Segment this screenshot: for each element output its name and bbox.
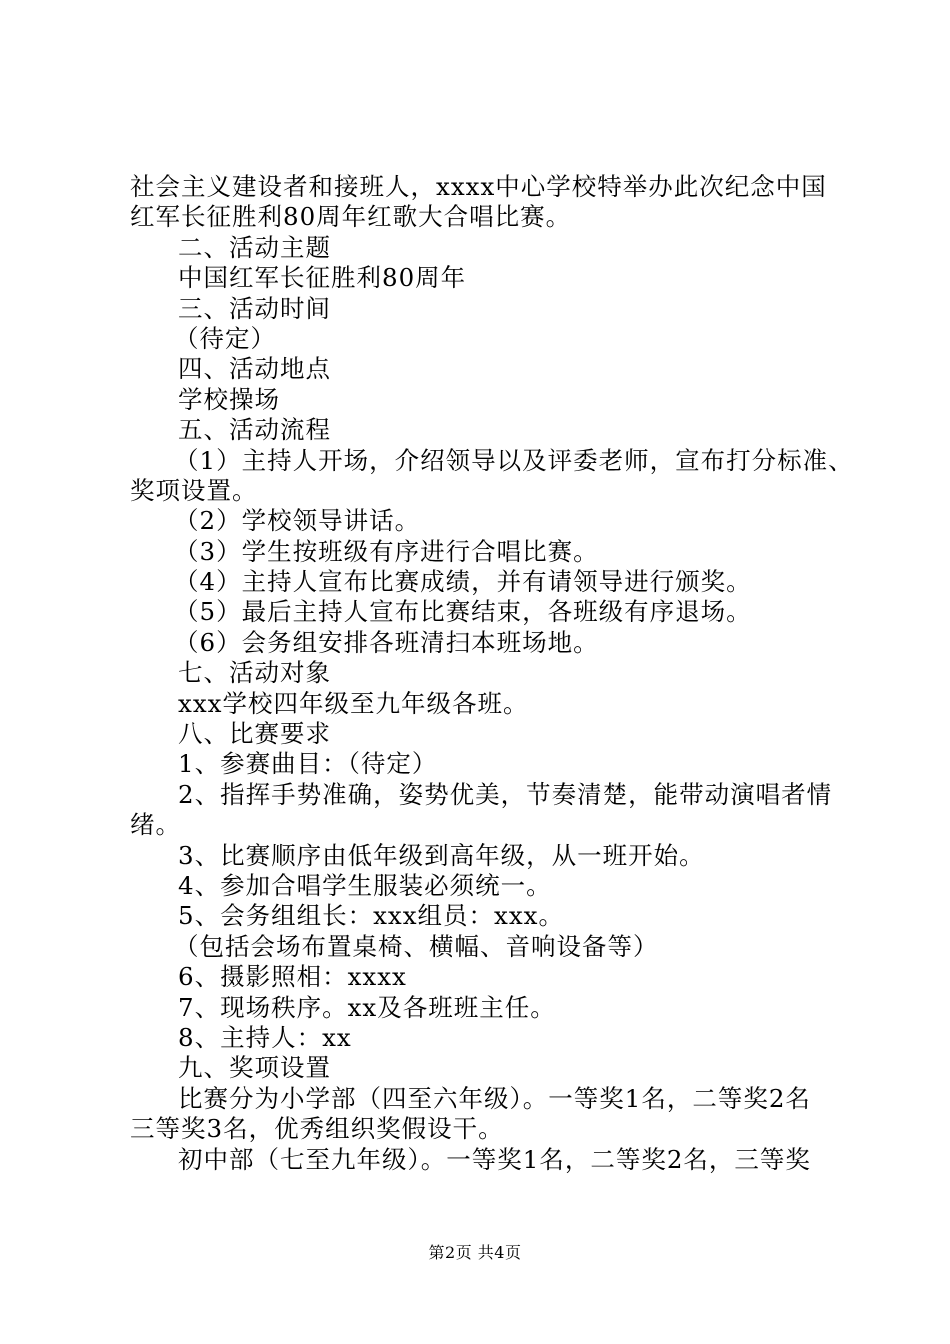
text-line: 5、会务组组长：xxx组员：xxx。 — [178, 901, 564, 931]
text-line: 3、比赛顺序由低年级到高年级，从一班开始。 — [178, 840, 705, 870]
text-line: xxx学校四年级至九年级各班。 — [178, 688, 529, 718]
text-line: 八、比赛要求 — [178, 719, 331, 749]
text-line: （待定） — [174, 323, 276, 353]
text-line: （1）主持人开场，介绍领导以及评委老师，宣布打分标准、 — [174, 445, 854, 475]
document-body — [130, 172, 854, 1175]
text-line: （5）最后主持人宣布比赛结束，各班级有序退场。 — [174, 597, 752, 627]
text-line: 三、活动时间 — [178, 293, 331, 323]
text-line: 七、活动对象 — [178, 658, 331, 688]
text-line: 中国红军长征胜利80周年 — [178, 263, 467, 293]
text-line: 二、活动主题 — [178, 232, 331, 262]
text-line: （2）学校领导讲话。 — [174, 506, 421, 536]
text-line: 7、现场秩序。xx及各班班主任。 — [178, 992, 556, 1022]
text-line: （3）学生按班级有序进行合唱比赛。 — [174, 536, 599, 566]
text-line: 2、指挥手势准确，姿势优美，节奏清楚，能带动演唱者情 — [178, 779, 833, 809]
text-line: 五、活动流程 — [178, 415, 331, 445]
text-line: （6）会务组安排各班清扫本班场地。 — [174, 627, 599, 657]
text-line: 初中部（七至九年级）。一等奖1名，二等奖2名，三等奖 — [178, 1144, 811, 1174]
text-line: 学校操场 — [178, 384, 280, 414]
text-line: 九、奖项设置 — [178, 1053, 331, 1083]
text-line: 比赛分为小学部（四至六年级）。一等奖1名，二等奖2名 — [178, 1083, 811, 1113]
text-line: 社会主义建设者和接班人，xxxx中心学校特举办此次纪念中国 — [130, 172, 827, 201]
text-line: 三等奖3名，优秀组织奖假设干。 — [130, 1114, 504, 1144]
text-line: 8、主持人：xx — [178, 1022, 352, 1052]
page-footer: 第2页 共4页 — [428, 1243, 522, 1262]
text-line: 四、活动地点 — [178, 354, 331, 384]
text-line: 奖项设置。 — [130, 475, 258, 505]
text-line: 红军长征胜利80周年红歌大合唱比赛。 — [130, 202, 572, 232]
text-line: （4）主持人宣布比赛成绩，并有请领导进行颁奖。 — [174, 567, 752, 597]
text-line: 6、摄影照相：xxxx — [178, 962, 407, 992]
text-line: 1、参赛曲目：（待定） — [178, 749, 438, 779]
text-line: 绪。 — [130, 810, 181, 840]
text-line: （包括会场布置桌椅、横幅、音响设备等） — [174, 931, 659, 961]
text-line: 4、参加合唱学生服装必须统一。 — [178, 870, 552, 900]
